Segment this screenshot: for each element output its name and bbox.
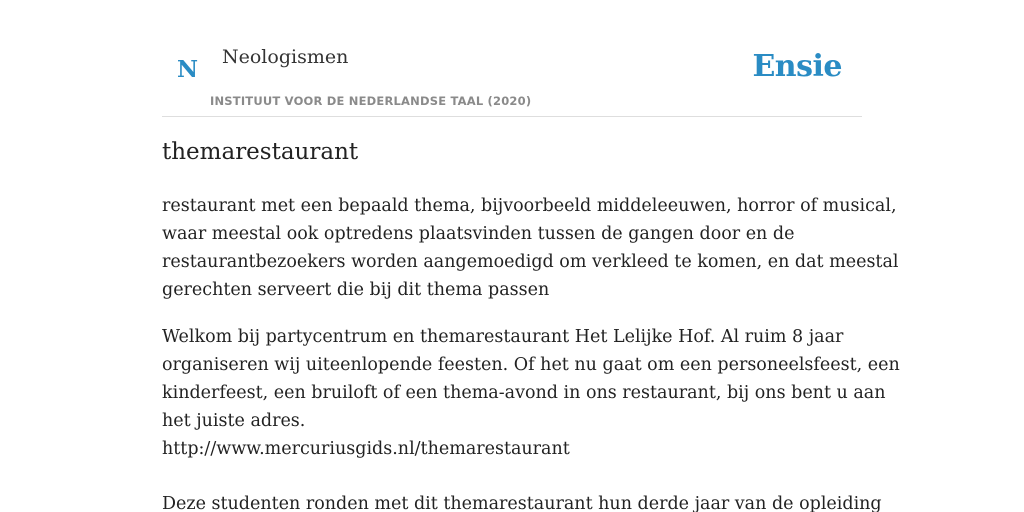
source-subtitle: INSTITUUT VOOR DE NEDERLANDSE TAAL (2020): [210, 94, 532, 108]
citation-source-url: http://www.mercuriusgids.nl/themarestaurant: [162, 439, 570, 459]
citation-quote: [162, 323, 900, 463]
definition-line: gerechten serveert die bij dit thema passen: [162, 280, 550, 300]
source-initial-icon: N: [177, 56, 199, 83]
citation-line: Deze studenten ronden met dit themarestaurant hun derde jaar van de opleiding: [162, 494, 882, 512]
entry-definition: [162, 192, 899, 304]
definition-line: restaurant met een bepaald thema, bijvoorbeeld middeleeuwen, horror of musical,: [162, 196, 897, 216]
citation-quote: [162, 490, 882, 512]
citation-line: kinderfeest, een bruiloft of een thema-avond in ons restaurant, bij ons bent u aan: [162, 383, 886, 403]
citation-line: organiseren wij uiteenlopende feesten. Of het nu gaat om een personeelsfeest, een: [162, 355, 900, 375]
definition-line: waar meestal ook optredens plaatsvinden tussen de gangen door en de: [162, 224, 795, 244]
entry-term: themarestaurant: [162, 139, 359, 165]
definition-line: restaurantbezoekers worden aangemoedigd om verkleed te komen, en dat meestal: [162, 252, 899, 272]
source-header: [162, 0, 862, 117]
entry-card: [162, 0, 900, 512]
citation-line: Welkom bij partycentrum en themarestaurant Het Lelijke Hof. Al ruim 8 jaar: [162, 327, 844, 347]
citation-line: het juiste adres.: [162, 411, 306, 431]
ensie-logo[interactable]: Ensie: [752, 49, 842, 84]
source-title[interactable]: Neologismen: [222, 46, 349, 68]
